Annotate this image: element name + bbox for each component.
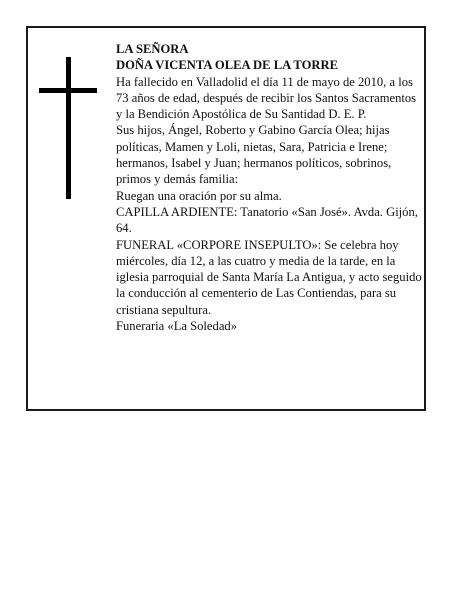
deceased-name: DOÑA VICENTA OLEA DE LA TORRE <box>116 58 338 73</box>
notice-heading: LA SEÑORA <box>116 42 189 56</box>
obituary-notice <box>26 26 426 411</box>
cross-horizontal-bar <box>39 88 97 93</box>
death-announcement: Ha fallecido en Valladolid el día 11 de mayo de 2010, a los 73 años de edad, después de recibir los Santos Sacramentos y la Bendición Apostólica de Su Santidad D. E. P. <box>116 74 417 122</box>
cross-vertical-bar <box>66 57 71 199</box>
funeral-home: Funeraria «La Soledad» <box>116 319 237 334</box>
chapel-info: CAPILLA ARDIENTE: Tanatorio «San José». Avda. Gijón, 64. <box>116 204 418 236</box>
family-list: Sus hijos, Ángel, Roberto y Gabino García Olea; hijas políticas, Mamen y Loli, nietas, Sara, Patricia e Irene; hermanos, Isabel y Juan; hermanos políticos, sobrinos, primos y demás familia: <box>116 123 392 187</box>
prayer-request: Ruegan una oración por su alma. <box>116 188 282 203</box>
obituary-text <box>116 41 422 334</box>
funeral-info: FUNERAL «CORPORE INSEPULTO»: Se celebra hoy miércoles, día 12, a las cuatro y media de la tarde, en la iglesia parroquial de Santa María La Antigua, y acto seguido la conducción al cementerio de Las Contiendas, para su cristiana sepultura. <box>116 237 422 317</box>
cross-icon <box>39 57 97 199</box>
